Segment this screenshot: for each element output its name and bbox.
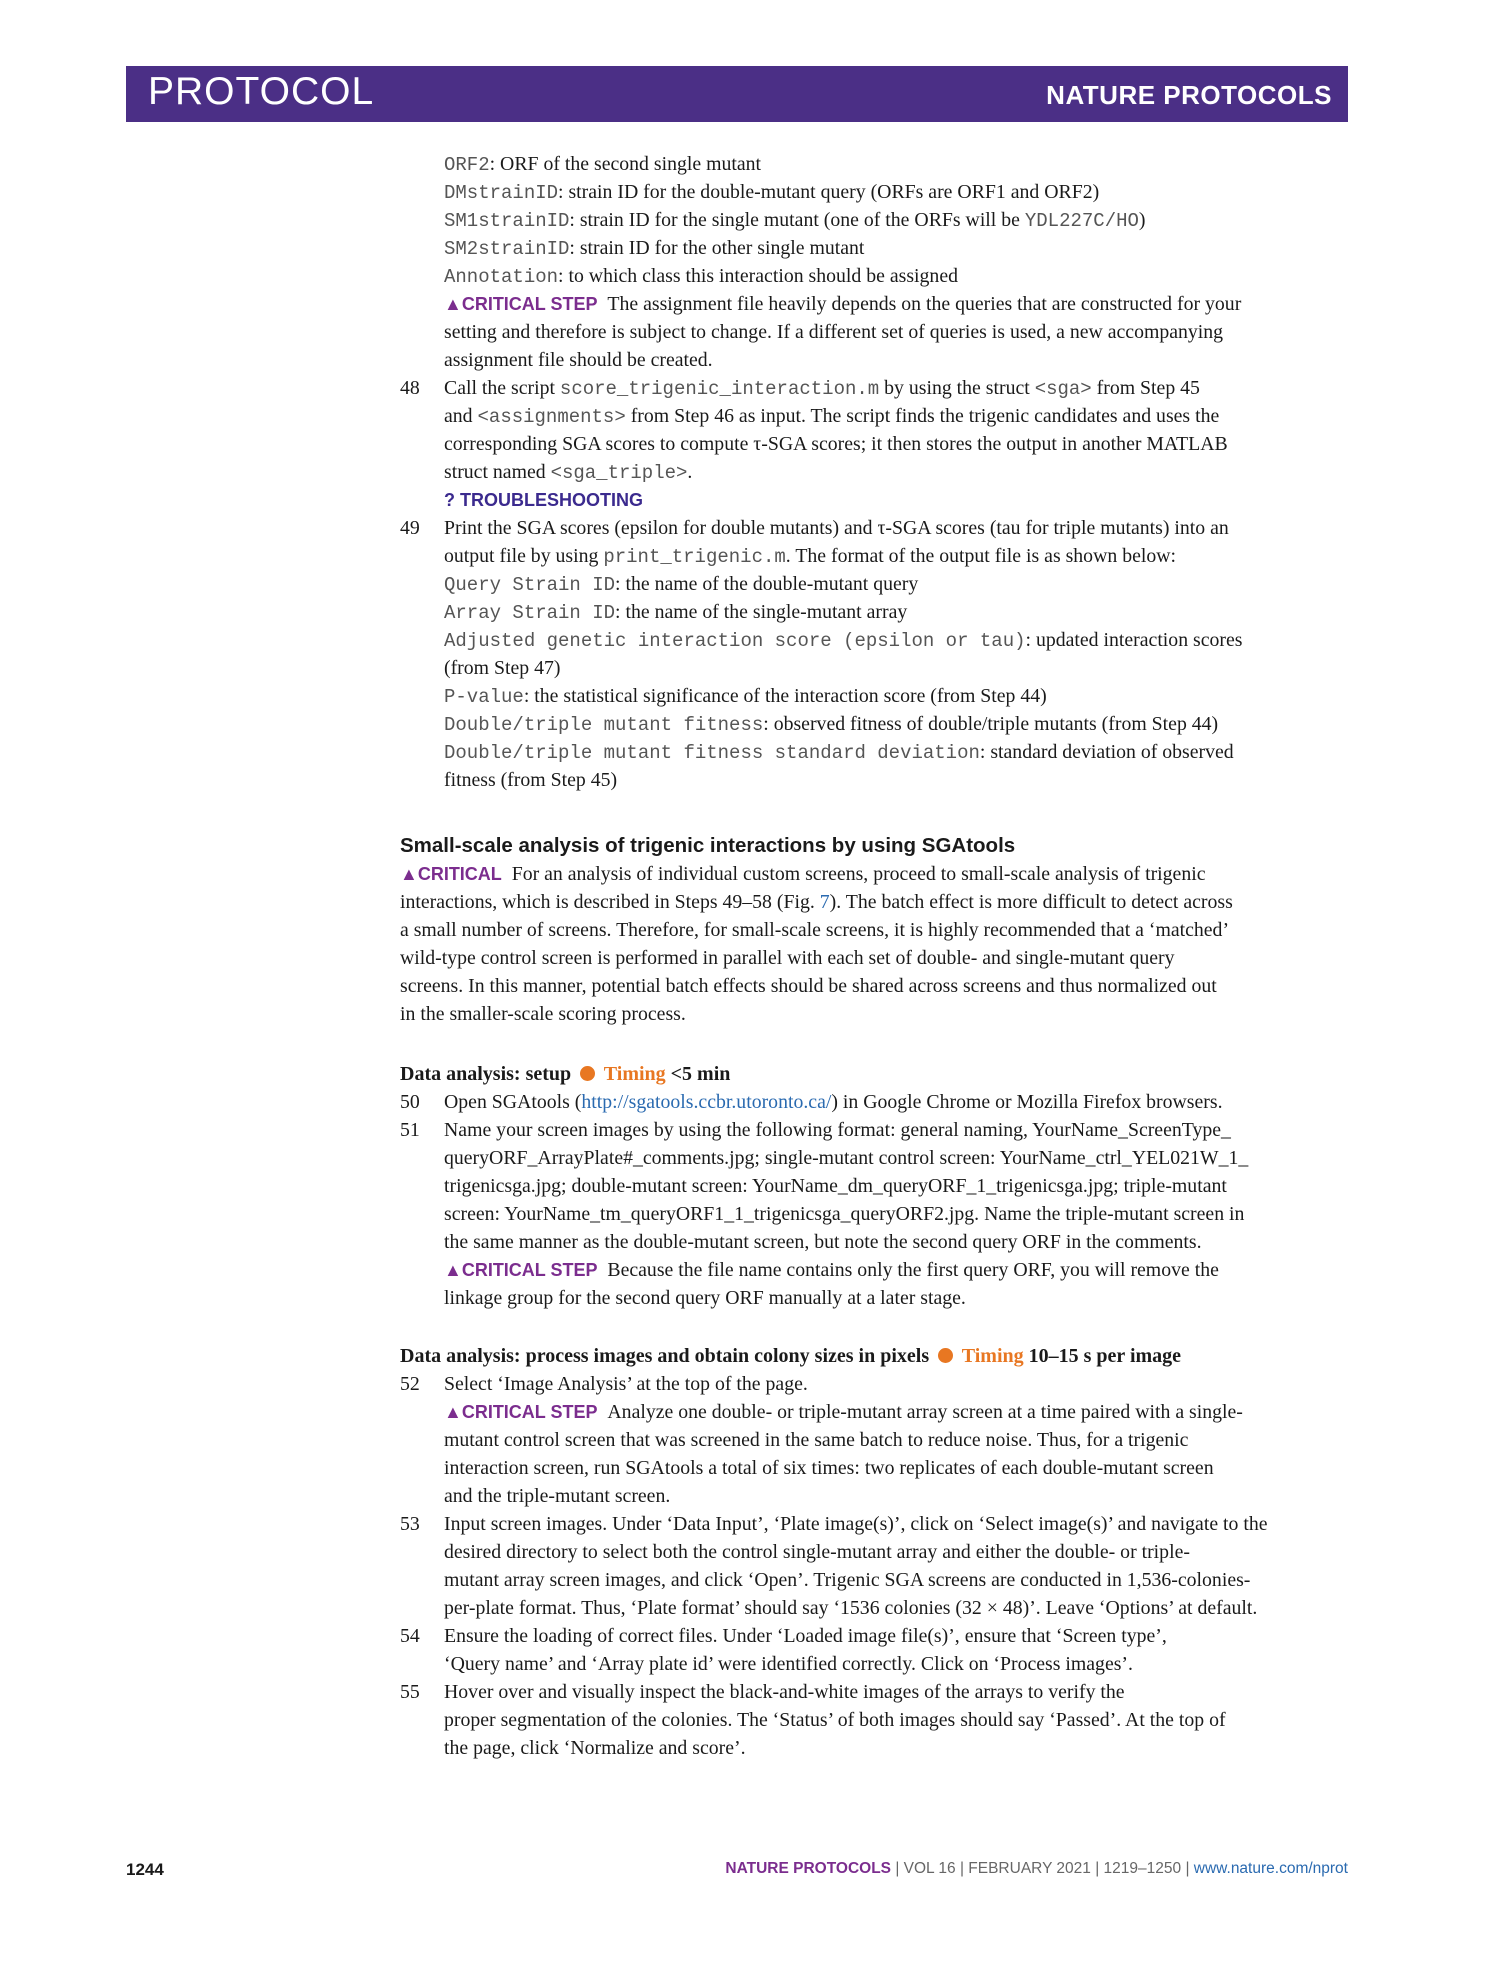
section-heading: Small-scale analysis of trigenic interactions by using SGAtools: [400, 834, 1016, 857]
step-51-line: the same manner as the double-mutant screen, but note the second query ORF in the comments.: [444, 1231, 1202, 1253]
step-51-line: Name your screen images by using the following format: general naming, YourName_ScreenType_: [444, 1119, 1231, 1141]
field-line: SM1strainID: strain ID for the single mutant (one of the ORFs will be YDL227C/HO): [444, 209, 1146, 232]
field-line: Query Strain ID: the name of the double-mutant query: [444, 573, 919, 596]
step-number: 48: [400, 377, 420, 399]
field-line: Double/triple mutant fitness standard deviation: standard deviation of observed: [444, 741, 1234, 764]
figure-link[interactable]: 7: [819, 891, 830, 913]
field-line: DMstrainID: strain ID for the double-mutant query (ORFs are ORF1 and ORF2): [444, 181, 1100, 204]
step-53-line: mutant array screen images, and click ‘Open’. Trigenic SGA screens are conducted in 1,536-colonies-: [444, 1569, 1251, 1591]
field-line: SM2strainID: strain ID for the other single mutant: [444, 237, 865, 260]
step-48-line: struct named <sga_triple>.: [444, 461, 693, 484]
critical-step-line: mutant control screen that was screened in the same batch to reduce noise. Thus, for a trigenic: [444, 1429, 1189, 1451]
step-53-line: desired directory to select both the control single-mutant array and either the double- or triple-: [444, 1541, 1190, 1563]
field-line: Array Strain ID: the name of the single-mutant array: [444, 601, 908, 624]
section-critical: ▲CRITICAL For an analysis of individual custom screens, proceed to small-scale analysis of trigenic: [400, 863, 1206, 885]
step-48-line: corresponding SGA scores to compute τ-SGA scores; it then stores the output in another MATLAB: [444, 433, 1228, 455]
critical-step-note: ▲CRITICAL STEP Analyze one double- or triple-mutant array screen at a time paired with a single-: [444, 1401, 1243, 1423]
critical-step-line: assignment file should be created.: [444, 349, 713, 371]
subsection-heading: Data analysis: process images and obtain colony sizes in pixels Timing 10–15 s per image: [400, 1345, 1182, 1367]
field-line: Annotation: to which class this interaction should be assigned: [444, 265, 958, 288]
field-line: (from Step 47): [444, 657, 561, 679]
step-48-line: and <assignments> from Step 46 as input. The script finds the trigenic candidates and uses the: [444, 405, 1220, 428]
section-line: in the smaller-scale scoring process.: [400, 1003, 686, 1025]
section-line: a small number of screens. Therefore, for small-scale screens, it is highly recommended that a ‘matched’: [400, 919, 1230, 941]
section-line: screens. In this manner, potential batch effects should be shared across screens and thus normalized out: [400, 975, 1217, 997]
step-50-line: Open SGAtools (http://sgatools.ccbr.utoronto.ca/) in Google Chrome or Mozilla Firefox browsers.: [444, 1091, 1223, 1113]
step-51-line: queryORF_ArrayPlate#_comments.jpg; single-mutant control screen: YourName_ctrl_YEL021W_1_: [444, 1147, 1249, 1169]
sgatools-link[interactable]: http://sgatools.ccbr.utoronto.ca/: [581, 1091, 832, 1113]
step-53-line: per-plate format. Thus, ‘Plate format’ should say ‘1536 colonies (32 × 48)’. Leave ‘Options’ at default.: [444, 1597, 1258, 1619]
step-49-line: Print the SGA scores (epsilon for double mutants) and τ-SGA scores (tau for triple mutants) into an: [444, 517, 1229, 539]
step-48-line: Call the script score_trigenic_interaction.m by using the struct <sga> from Step 45: [444, 377, 1200, 400]
field-line: fitness (from Step 45): [444, 769, 618, 791]
step-49-line: output file by using print_trigenic.m. The format of the output file is as shown below:: [444, 545, 1177, 568]
section-line: wild-type control screen is performed in parallel with each set of double- and single-mutant query: [400, 947, 1175, 969]
field-line: Adjusted genetic interaction score (epsilon or tau): updated interaction scores: [444, 629, 1243, 652]
step-51-line: trigenicsga.jpg; double-mutant screen: YourName_dm_queryORF_1_trigenicsga.jpg; triple-mutant: [444, 1175, 1227, 1197]
critical-step-line: interaction screen, run SGAtools a total of six times: two replicates of each double-mutant screen: [444, 1457, 1214, 1479]
step-55-line: the page, click ‘Normalize and score’.: [444, 1737, 746, 1759]
step-number: 50: [400, 1091, 420, 1113]
timing-icon: [938, 1348, 953, 1363]
step-number: 52: [400, 1373, 420, 1395]
critical-step-line: linkage group for the second query ORF manually at a later stage.: [444, 1287, 966, 1309]
step-number: 55: [400, 1681, 420, 1703]
step-55-line: proper segmentation of the colonies. The ‘Status’ of both images should say ‘Passed’. At the top of: [444, 1709, 1226, 1731]
field-line: ORF2: ORF of the second single mutant: [444, 153, 762, 176]
troubleshooting-link[interactable]: ? TROUBLESHOOTING: [444, 490, 643, 510]
step-54-line: Ensure the loading of correct files. Under ‘Loaded image file(s)’, ensure that ‘Screen type’,: [444, 1625, 1167, 1647]
footer-citation: NATURE PROTOCOLS | VOL 16 | FEBRUARY 2021 | 1219–1250 | www.nature.com/nprot: [725, 1860, 1348, 1877]
step-53-line: Input screen images. Under ‘Data Input’, ‘Plate image(s)’, click on ‘Select image(s)’ and navigate to the: [444, 1513, 1268, 1535]
step-51-line: screen: YourName_tm_queryORF1_1_trigenicsga_queryORF2.jpg. Name the triple-mutant screen in: [444, 1203, 1245, 1225]
critical-step-line: and the triple-mutant screen.: [444, 1485, 671, 1507]
page-number: 1244: [126, 1860, 164, 1879]
section-label: PROTOCOL: [148, 70, 375, 113]
section-line: interactions, which is described in Steps 49–58 (Fig. 7). The batch effect is more difficult to detect across: [400, 891, 1233, 913]
critical-step-note: ▲CRITICAL STEP The assignment file heavily depends on the queries that are constructed for your: [444, 293, 1242, 315]
step-number: 49: [400, 517, 420, 539]
step-number: 54: [400, 1625, 420, 1647]
step-55-line: Hover over and visually inspect the black-and-white images of the arrays to verify the: [444, 1681, 1125, 1703]
journal-label: NATURE PROTOCOLS: [1046, 80, 1332, 110]
field-line: P-value: the statistical significance of the interaction score (from Step 44): [444, 685, 1047, 708]
step-number: 53: [400, 1513, 420, 1535]
field-line: Double/triple mutant fitness: observed fitness of double/triple mutants (from Step 44): [444, 713, 1219, 736]
step-54-line: ‘Query name’ and ‘Array plate id’ were identified correctly. Click on ‘Process images’.: [444, 1653, 1133, 1675]
step-number: 51: [400, 1119, 420, 1141]
timing-icon: [580, 1066, 595, 1081]
critical-step-line: setting and therefore is subject to change. If a different set of queries is used, a new accompanying: [444, 321, 1224, 343]
step-52-line: Select ‘Image Analysis’ at the top of the page.: [444, 1373, 808, 1395]
journal-url-link[interactable]: www.nature.com/nprot: [1193, 1860, 1348, 1877]
page-header: [126, 66, 1348, 122]
critical-step-note: ▲CRITICAL STEP Because the file name contains only the first query ORF, you will remove the: [444, 1259, 1219, 1281]
subsection-heading: Data analysis: setup Timing <5 min: [400, 1063, 731, 1085]
